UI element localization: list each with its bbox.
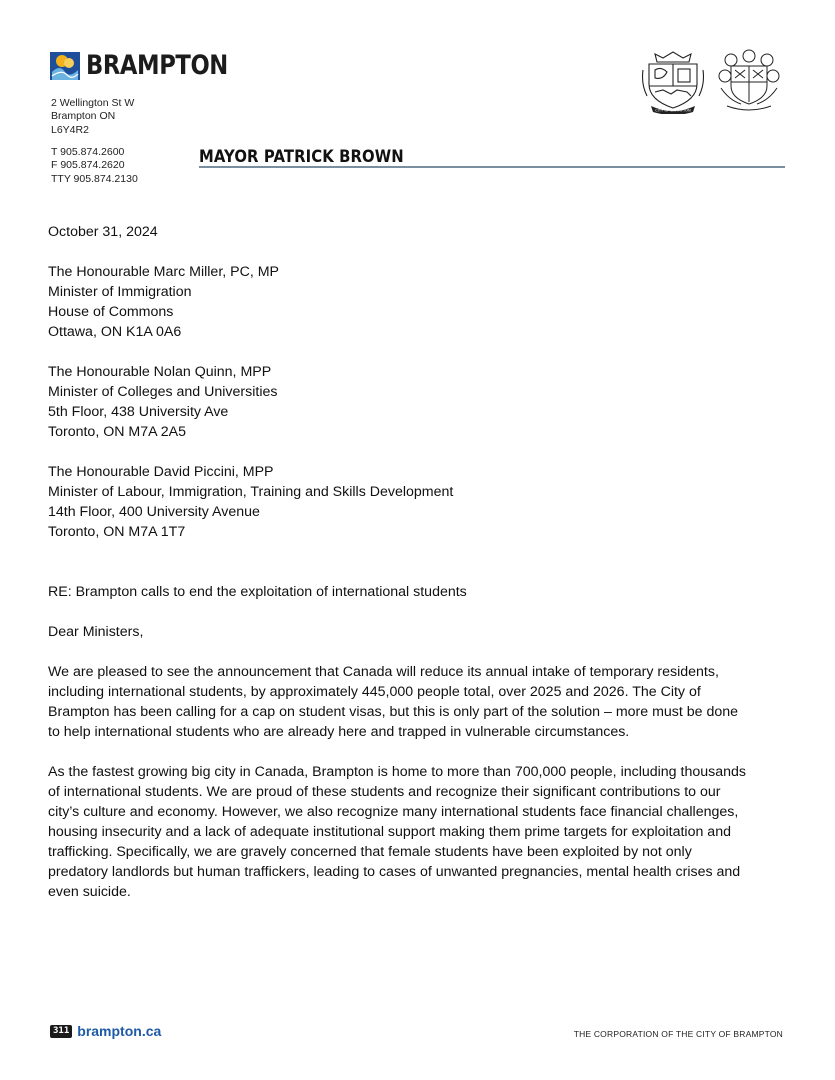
311-badge-icon: 311 <box>50 1025 72 1038</box>
brampton-logo <box>50 52 255 80</box>
office-phones <box>51 146 138 186</box>
website-link[interactable]: brampton.ca <box>77 1023 162 1039</box>
header-rule <box>199 166 785 168</box>
address-line: L6Y4R2 <box>51 123 89 136</box>
body-paragraph: As the fastest growing big city in Canada, Brampton is home to more than 700,000 people, including thousands of international students. We are proud of these students and recognize their significant contributions to our city’s culture and economy. However, we also recognize many international students face financial challenges, housing insecurity and a lack of adequate institutional support making them prime targets for exploitation and trafficking. Specifically, we are gravely concerned that female students have been exploited by not only predatory landlords but human traffickers, leading to cases of unwanted pregnancies, mental health crises and even suicide. <box>48 764 746 900</box>
recipient-address: 14th Floor, 400 University Avenue <box>48 504 260 520</box>
salutation: Dear Ministers, <box>48 624 144 640</box>
recipient-name: The Honourable Nolan Quinn, MPP <box>48 364 272 380</box>
address-line: Brampton ON <box>51 110 116 123</box>
office-title: MAYOR PATRICK BROWN <box>199 147 404 166</box>
recipient-block <box>48 262 753 342</box>
recipient-name: The Honourable David Piccini, MPP <box>48 464 274 480</box>
letter-body <box>48 222 753 922</box>
recipient-block <box>48 362 753 442</box>
corporation-name: THE CORPORATION OF THE CITY OF BRAMPTON <box>573 1029 783 1039</box>
body-paragraph: We are pleased to see the announcement that Canada will reduce its annual intake of temporary residents, including international students, by approximately 445,000 people total, over 2025 and 2026. The City of Brampton has been calling for a cap on student visas, but this is only part of the solution – more must be done to help international students who are already here and trapped in vulnerable circumstances. <box>48 664 739 740</box>
subject-line: RE: Brampton calls to end the exploitation of international students <box>48 584 467 600</box>
address-line: 2 Wellington St W <box>51 97 135 109</box>
recipient-title: Minister of Immigration <box>48 284 192 300</box>
city-crest-icon <box>641 48 705 114</box>
recipient-address: 5th Floor, 438 University Ave <box>48 404 229 420</box>
tty-line: TTY 905.874.2130 <box>51 172 138 185</box>
phone-line: T 905.874.2600 <box>51 146 125 158</box>
recipient-city: Toronto, ON M7A 2A5 <box>48 424 187 440</box>
fax-line: F 905.874.2620 <box>51 159 125 172</box>
recipient-city: Toronto, ON M7A 1T7 <box>48 524 186 540</box>
footer-website <box>50 1023 161 1039</box>
corporation-seal-icon <box>717 48 781 114</box>
recipient-title: Minister of Colleges and Universities <box>48 384 278 400</box>
recipient-title: Minister of Labour, Immigration, Training and Skills Development <box>48 484 454 500</box>
office-address <box>51 97 134 137</box>
brampton-flower-icon <box>50 52 80 80</box>
crest-motto: CITY OF BRAMPTON <box>655 108 691 113</box>
letter-date: October 31, 2024 <box>48 224 158 240</box>
recipient-block <box>48 462 753 542</box>
brand-name: BRAMPTON <box>86 50 228 81</box>
recipient-address: House of Commons <box>48 304 174 320</box>
recipient-city: Ottawa, ON K1A 0A6 <box>48 324 182 340</box>
recipient-name: The Honourable Marc Miller, PC, MP <box>48 264 280 280</box>
